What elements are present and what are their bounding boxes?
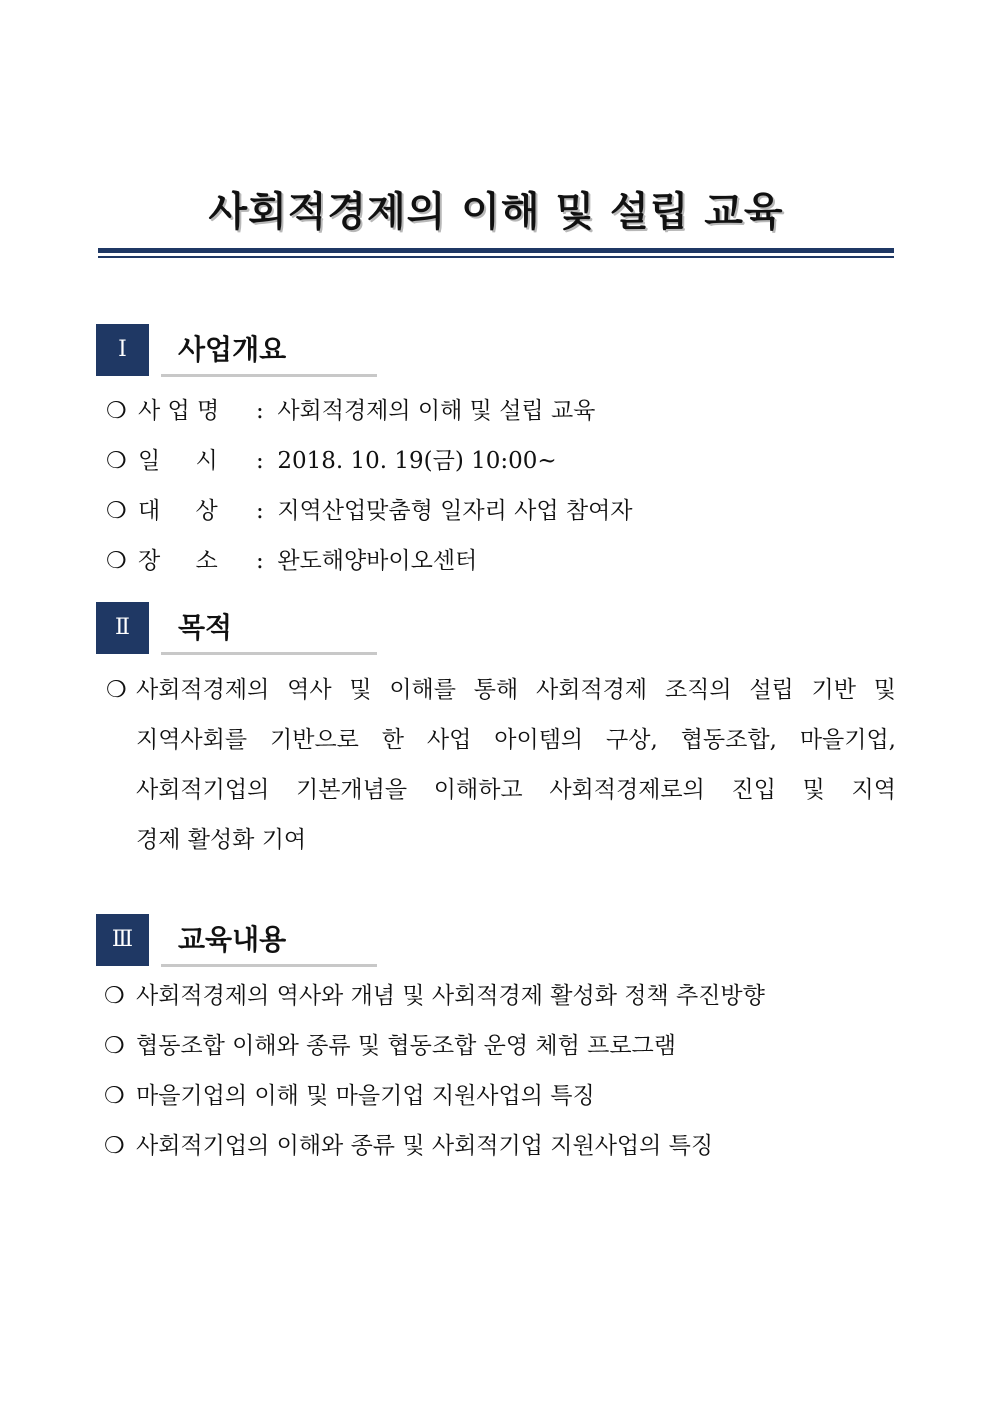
section-numeral-1: Ⅰ [96, 324, 149, 376]
bullet-icon: ❍ [104, 1083, 125, 1109]
content-item-text: 마을기업의 이해 및 마을기업 지원사업의 특징 [136, 1083, 595, 1109]
section-numeral-2: Ⅱ [96, 602, 149, 654]
bullet-icon: ❍ [104, 1033, 125, 1059]
overview-row-target [106, 495, 633, 527]
overview-value: 완도해양바이오센터 [277, 548, 478, 574]
content-item-text: 사회적기업의 이해와 종류 및 사회적기업 지원사업의 특징 [136, 1133, 714, 1159]
title-rule-thick [98, 248, 894, 253]
purpose-line: 사회적경제의 역사 및 이해를 통해 사회적경제 조직의 설립 기반 및 [136, 677, 896, 703]
colon: : [256, 548, 264, 574]
purpose-line: 지역사회를 기반으로 한 사업 아이템의 구상, 협동조합, 마을기업, [136, 727, 896, 753]
content-item [104, 1080, 595, 1112]
section-underline-3 [161, 964, 377, 967]
section-title-3: 교육내용 [178, 923, 287, 956]
overview-row-name [106, 395, 595, 427]
content-item [104, 1030, 676, 1062]
overview-label: 장 소 [138, 548, 218, 574]
purpose-line: 사회적기업의 기본개념을 이해하고 사회적경제로의 진입 및 지역 [136, 777, 896, 803]
bullet-icon: ❍ [106, 448, 127, 474]
colon: : [256, 448, 264, 474]
content-item-text: 사회적경제의 역사와 개념 및 사회적경제 활성화 정책 추진방향 [136, 983, 765, 1009]
title-rule [98, 248, 894, 258]
section-underline-1 [161, 374, 377, 377]
document-title: 사회적경제의 이해 및 설립 교육 [208, 189, 784, 235]
section-numeral-3: Ⅲ [96, 914, 149, 966]
overview-value: 2018. 10. 19(금) 10:00~ [277, 448, 557, 474]
bullet-icon: ❍ [106, 398, 127, 424]
content-item-text: 협동조합 이해와 종류 및 협동조합 운영 체험 프로그램 [136, 1033, 676, 1059]
bullet-icon: ❍ [104, 983, 125, 1009]
overview-value: 지역산업맞춤형 일자리 사업 참여자 [277, 498, 633, 524]
section-title-2: 목적 [178, 611, 233, 644]
overview-label: 사 업 명 [138, 398, 220, 424]
overview-row-datetime [106, 445, 557, 477]
content-item [104, 1130, 713, 1162]
bullet-icon: ❍ [106, 548, 127, 574]
content-item [104, 980, 765, 1012]
overview-value: 사회적경제의 이해 및 설립 교육 [277, 398, 596, 424]
bullet-icon: ❍ [106, 677, 127, 703]
colon: : [256, 398, 264, 424]
bullet-icon: ❍ [104, 1133, 125, 1159]
purpose-paragraph [106, 665, 896, 865]
section-title-1: 사업개요 [178, 333, 287, 366]
overview-label: 대 상 [138, 498, 218, 524]
overview-row-place [106, 545, 477, 577]
purpose-line: 경제 활성화 기여 [136, 827, 307, 853]
title-rule-thin [98, 256, 894, 258]
colon: : [256, 498, 264, 524]
section-underline-2 [161, 652, 377, 655]
overview-label: 일 시 [138, 448, 218, 474]
bullet-icon: ❍ [106, 498, 127, 524]
